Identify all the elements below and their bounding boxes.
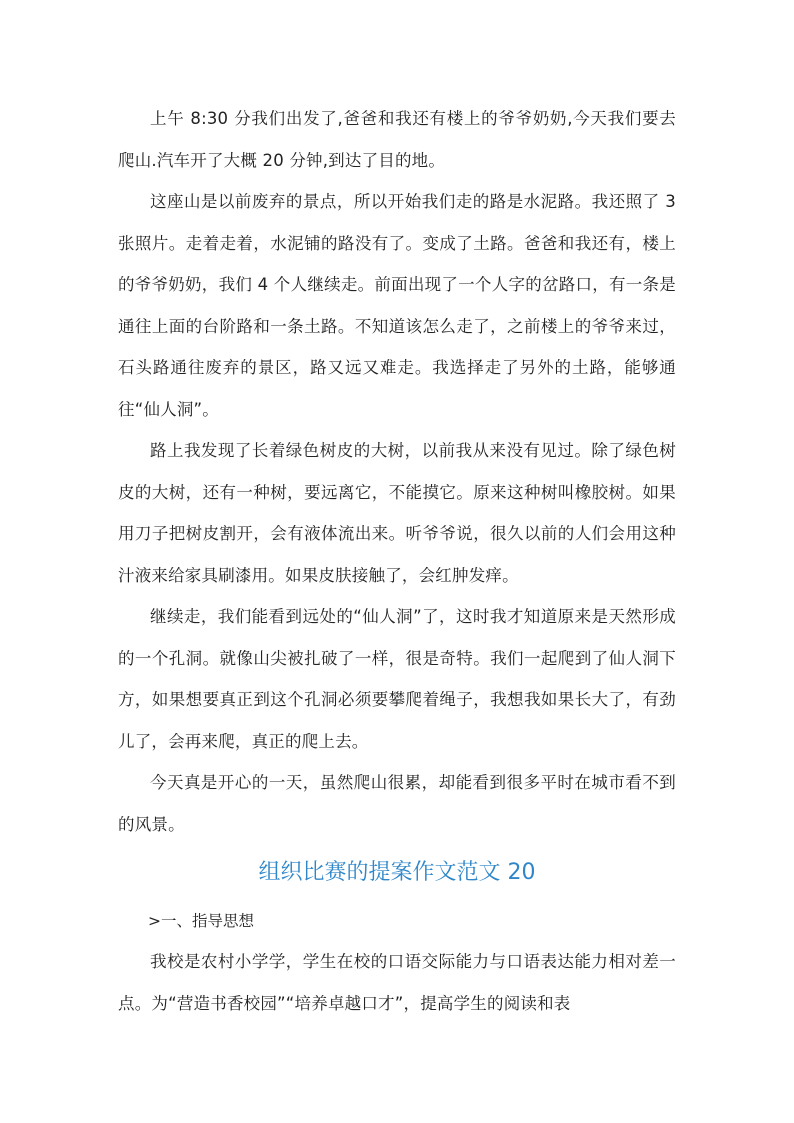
paragraph-trees: 路上我发现了长着绿色树皮的大树，以前我从来没有见过。除了绿色树皮的大树，还有一种树，要远离它，不能摸它。原来这种树叫橡胶树。如果用刀子把树皮割开，会有液体流出来。听爷爷说，很久以前的人们会用这种汁液来给家具刷漆用。如果皮肤接触了，会红肿发痒。 xyxy=(118,441,676,585)
paragraph-school: 我校是农村小学学，学生在校的口语交际能力与口语表达能力相对差一点。为“营造书香校园”“培养卓越口才”，提高学生的阅读和表 xyxy=(118,952,676,1013)
document-body xyxy=(118,98,676,1024)
paragraph-departure: 上午 8:30 分我们出发了,爸爸和我还有楼上的爷爷奶奶,今天我们要去爬山.汽车开了大概 20 分钟,到达了目的地。 xyxy=(118,109,676,170)
paragraph-conclusion: 今天真是开心的一天，虽然爬山很累，却能看到很多平时在城市看不到的风景。 xyxy=(118,773,676,834)
section-subheading: >一、指导思想 xyxy=(148,912,254,930)
paragraph-cave: 继续走，我们能看到远处的“仙人洞”了，这时我才知道原来是天然形成的一个孔洞。就像山尖被扎破了一样，很是奇特。我们一起爬到了仙人洞下方，如果想要真正到这个孔洞必须要攀爬着绳子，我想我如果长大了，有劲儿了，会再来爬，真正的爬上去。 xyxy=(118,607,676,751)
paragraph-road: 这座山是以前废弃的景点，所以开始我们走的路是水泥路。我还照了 3 张照片。走着走着，水泥铺的路没有了。变成了土路。爸爸和我还有，楼上的爷爷奶奶，我们 4 个人继续走。前面出现了一个人字的岔路口，有一条是通往上面的台阶路和一条土路。不知道该怎么走了，之前楼上的爷爷来过，石头路通往废弃的景区，路又远又难走。我选择走了另外的土路，能够通往“仙人洞”。 xyxy=(118,192,676,419)
section-heading: 组织比赛的提案作文范文 20 xyxy=(258,860,536,885)
